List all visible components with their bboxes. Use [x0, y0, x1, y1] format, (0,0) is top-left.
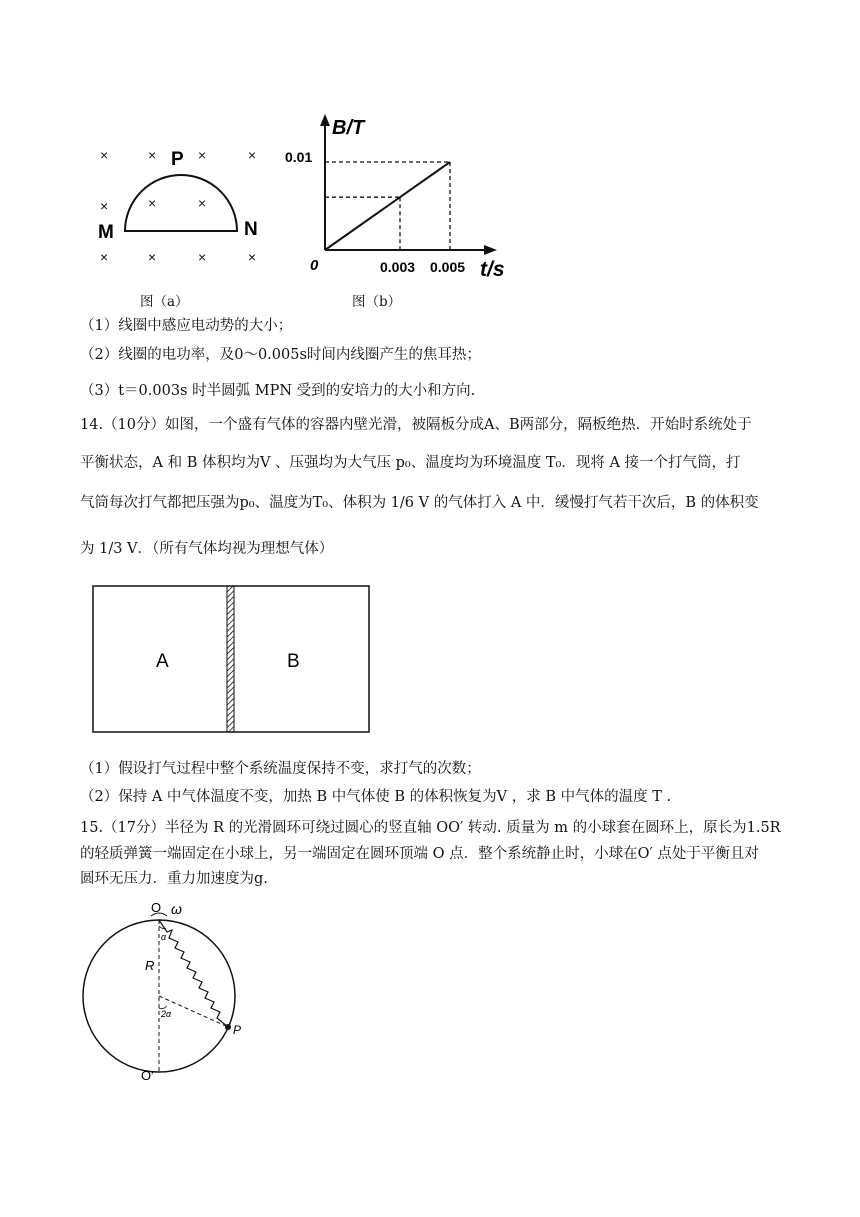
label-r: R — [145, 958, 155, 973]
figure-a-caption: 图（a） — [140, 294, 189, 310]
label-p: P — [171, 149, 184, 170]
b-t-line — [325, 162, 450, 250]
label-o: O — [151, 900, 162, 915]
label-p: P — [233, 1023, 242, 1037]
field-cross: × — [148, 147, 157, 163]
field-cross: × — [198, 147, 207, 163]
q14-line1: 14.（10分）如图，一个盛有气体的容器内壁光滑，被隔板分成A、B两部分，隔板绝热．开始时系统处于 — [80, 417, 752, 433]
x-axis-label: t/s — [480, 258, 505, 281]
ball-p — [225, 1024, 231, 1030]
x-axis — [325, 245, 497, 255]
label-omega: ω — [171, 901, 182, 917]
chamber-b-label: B — [287, 651, 300, 672]
label-n: N — [244, 219, 258, 240]
chart-marks — [325, 162, 450, 250]
field-cross: × — [100, 249, 109, 265]
q15-line2: 的轻质弹簧一端固定在小球上，另一端固定在圆环顶端 O 点．整个系统静止时，小球在O′ 点处于平衡且对 — [80, 846, 759, 862]
field-cross: × — [248, 147, 257, 163]
q15-line1: 15.（17分）半径为 R 的光滑圆环可绕过圆心的竖直轴 OO′ 转动. 质量为 m 的小球套在圆环上，原长为1.5R — [80, 820, 781, 836]
q14-sub1: （1）假设打气过程中整个系统温度保持不变，求打气的次数； — [80, 761, 481, 777]
figure-b-caption: 图（b） — [352, 294, 402, 310]
y-axis-label: B/T — [332, 117, 365, 139]
field-cross: × — [248, 249, 257, 265]
origin-label: 0 — [310, 257, 319, 274]
x-tick-label-1: 0.003 — [380, 259, 416, 275]
figure-b-chart — [285, 110, 530, 285]
semicircle-coil — [125, 175, 237, 231]
field-cross: × — [100, 147, 109, 163]
q13-sub3: （3）t＝0.003s 时半圆弧 MPN 受到的安培力的大小和方向. — [80, 383, 476, 399]
partition — [227, 586, 234, 732]
figure-a — [90, 135, 280, 275]
q14-sub2: （2）保持 A 中气体温度不变，加热 B 中气体使 B 的体积恢复为V ，求 B 中气体的温度 T . — [80, 789, 672, 805]
label-2alpha: 2α — [161, 1009, 172, 1019]
y-axis — [320, 114, 330, 250]
container-figure — [92, 585, 372, 735]
field-cross: × — [100, 198, 109, 214]
q15-line3: 圆环无压力．重力加速度为g. — [80, 871, 268, 887]
label-o-prime: O′ — [141, 1068, 154, 1083]
q13-sub2: （2）线圈的电功率，及0～0.005s时间内线圈产生的焦耳热； — [80, 347, 481, 363]
q14-line3: 气筒每次打气都把压强为p₀、温度为T₀、体积为 1/6 V 的气体打入 A 中．缓慢打气若干次后，B 的体积变 — [80, 495, 759, 511]
field-cross: × — [198, 195, 207, 211]
label-m: M — [98, 222, 114, 243]
chamber-a-label: A — [156, 651, 169, 672]
field-cross: × — [148, 249, 157, 265]
x-tick-label-2: 0.005 — [430, 259, 466, 275]
field-cross: × — [198, 249, 207, 265]
field-cross: × — [148, 195, 157, 211]
ring-figure — [75, 890, 275, 1090]
y-tick-label: 0.01 — [285, 149, 313, 165]
q13-sub1: （1）线圈中感应电动势的大小； — [80, 318, 293, 334]
q14-line2: 平衡状态，A 和 B 体积均为V 、压强均为大气压 p₀、温度均为环境温度 T₀．现将 A 接一个打气筒，打 — [80, 455, 741, 471]
label-alpha: α — [161, 932, 167, 942]
q14-line4: 为 1/3 V．（所有气体均视为理想气体） — [80, 541, 334, 557]
